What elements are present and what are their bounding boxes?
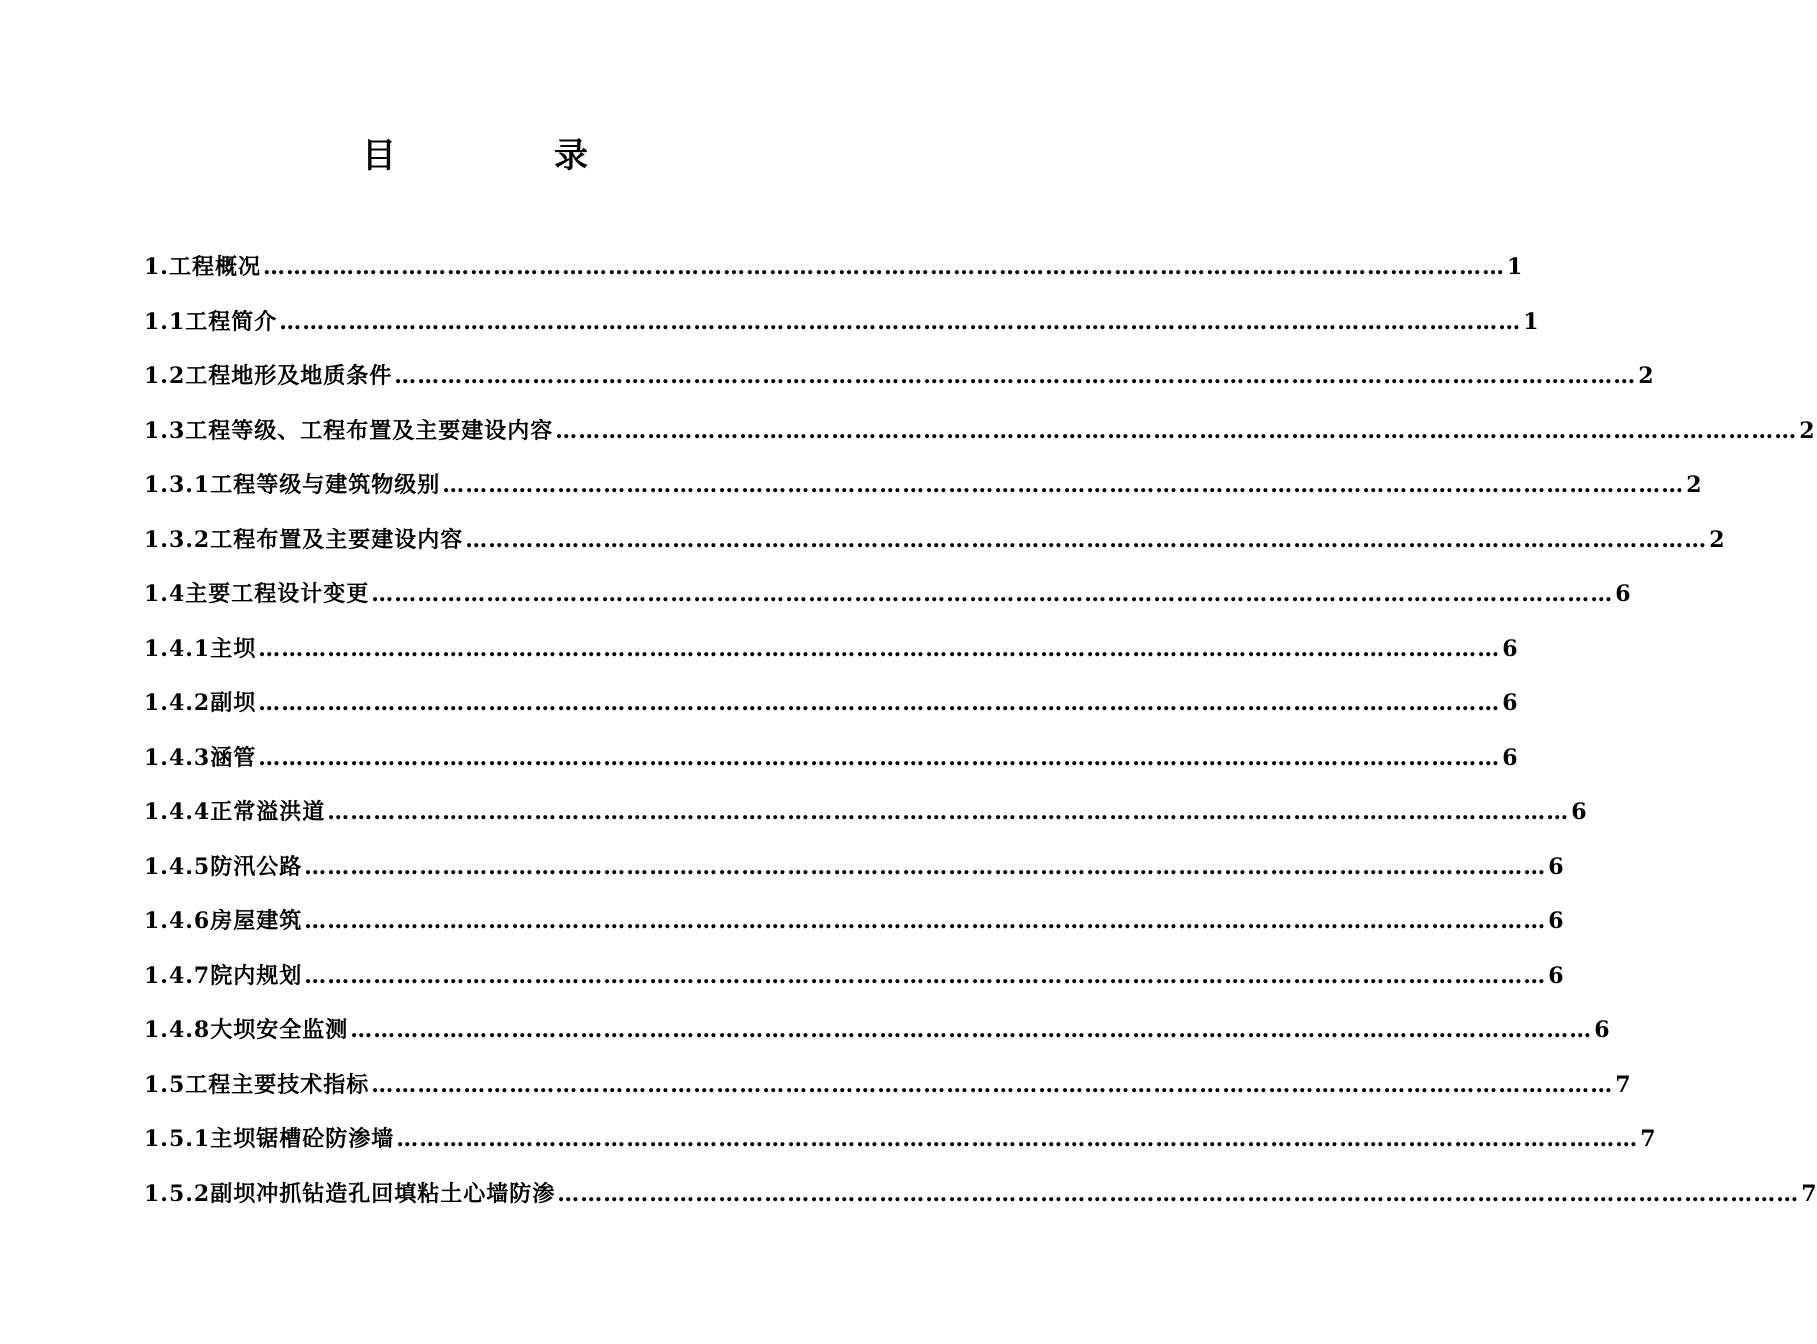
toc-entry-label: 1.4.5防汛公路 — [144, 853, 303, 880]
toc-entry[interactable] — [144, 295, 1539, 350]
toc-title: 目 录 — [362, 136, 650, 176]
toc-entry-label: 1.5工程主要技术指标 — [144, 1071, 370, 1098]
toc-entry[interactable] — [144, 1167, 1817, 1222]
toc-entry-label: 1.2工程地形及地质条件 — [144, 363, 393, 389]
toc-entry[interactable] — [144, 1112, 1656, 1167]
toc-dot-leader: ……………………………………………………………………………………………………………………………………………… — [396, 1126, 1639, 1152]
toc-page-number: 7 — [1615, 1071, 1631, 1098]
toc-page-number: 2 — [1638, 363, 1654, 389]
toc-entry[interactable] — [144, 840, 1564, 895]
toc-entry-label: 1.工程概况 — [144, 254, 261, 280]
toc-dot-leader: ……………………………………………………………………………………………………………………………………………… — [465, 526, 1708, 553]
toc-entry-label: 1.1工程简介 — [144, 308, 278, 335]
toc-page-number: 2 — [1709, 526, 1725, 553]
toc-page-number: 1 — [1506, 254, 1523, 280]
toc-entry-label: 1.4.3涵管 — [144, 744, 257, 771]
toc-dot-leader: ……………………………………………………………………………………………………………………………………………… — [279, 308, 1522, 335]
toc-entry[interactable] — [144, 894, 1564, 949]
toc-page-number: 2 — [1686, 472, 1702, 498]
toc-entry-label: 1.4主要工程设计变更 — [144, 581, 370, 607]
toc-dot-leader: ……………………………………………………………………………………………………………………………………………… — [262, 254, 1505, 280]
toc-entry-label: 1.4.6房屋建筑 — [144, 908, 303, 934]
toc-entry[interactable] — [144, 949, 1564, 1004]
toc-entry-label: 1.4.1主坝 — [144, 635, 257, 662]
toc-entry-label: 1.4.4正常溢洪道 — [144, 799, 326, 825]
toc-page-number: 6 — [1502, 635, 1518, 662]
toc-dot-leader: ……………………………………………………………………………………………………………………………………………… — [394, 363, 1637, 389]
toc-entry-label: 1.4.2副坝 — [144, 690, 257, 716]
toc-dot-leader: ……………………………………………………………………………………………………………………………………………… — [442, 472, 1685, 498]
toc-dot-leader: ……………………………………………………………………………………………………………………………………………… — [304, 962, 1547, 989]
toc-entry[interactable] — [144, 404, 1815, 459]
toc-entry-label: 1.5.1主坝锯槽砼防渗墙 — [144, 1126, 395, 1152]
toc-entry[interactable] — [144, 1058, 1631, 1113]
toc-entry-label: 1.3.2工程布置及主要建设内容 — [144, 526, 464, 553]
toc-page-number: 7 — [1640, 1126, 1656, 1152]
toc-list — [144, 240, 1817, 1221]
toc-entry[interactable] — [144, 458, 1702, 513]
toc-entry-label: 1.4.7院内规划 — [144, 962, 303, 989]
toc-dot-leader: ……………………………………………………………………………………………………………………………………………… — [258, 635, 1501, 662]
toc-dot-leader: ……………………………………………………………………………………………………………………………………………… — [350, 1017, 1593, 1043]
toc-dot-leader: ……………………………………………………………………………………………………………………………………………… — [304, 853, 1547, 880]
toc-dot-leader: ……………………………………………………………………………………………………………………………………………… — [371, 581, 1614, 607]
toc-page-number: 6 — [1502, 744, 1518, 771]
toc-entry[interactable] — [144, 785, 1587, 840]
toc-page-number: 6 — [1548, 908, 1564, 934]
toc-entry[interactable] — [144, 1003, 1610, 1058]
toc-dot-leader: ……………………………………………………………………………………………………………………………………………… — [327, 799, 1570, 825]
toc-dot-leader: ……………………………………………………………………………………………………………………………………………… — [304, 908, 1547, 934]
toc-dot-leader: ……………………………………………………………………………………………………………………………………………… — [557, 1180, 1800, 1207]
toc-dot-leader: ……………………………………………………………………………………………………………………………………………… — [258, 744, 1501, 771]
toc-page-number: 6 — [1594, 1017, 1610, 1043]
toc-entry[interactable] — [144, 567, 1631, 622]
toc-entry[interactable] — [144, 240, 1523, 295]
toc-page-number: 7 — [1801, 1180, 1817, 1207]
toc-entry-label: 1.5.2副坝冲抓钻造孔回填粘土心墙防渗 — [144, 1180, 556, 1207]
toc-entry-label: 1.3.1工程等级与建筑物级别 — [144, 472, 441, 498]
toc-page-number: 1 — [1523, 308, 1539, 335]
toc-dot-leader: ……………………………………………………………………………………………………………………………………………… — [555, 417, 1798, 444]
toc-entry[interactable] — [144, 622, 1518, 677]
toc-entry[interactable] — [144, 513, 1725, 568]
toc-page-number: 6 — [1502, 690, 1518, 716]
toc-entry-label: 1.4.8大坝安全监测 — [144, 1017, 349, 1043]
toc-entry-label: 1.3工程等级、工程布置及主要建设内容 — [144, 417, 554, 444]
toc-entry[interactable] — [144, 349, 1654, 404]
toc-page-number: 6 — [1571, 799, 1587, 825]
toc-page-number: 6 — [1615, 581, 1631, 607]
toc-entry[interactable] — [144, 676, 1518, 731]
toc-dot-leader: ……………………………………………………………………………………………………………………………………………… — [258, 690, 1501, 716]
toc-page-number: 6 — [1548, 962, 1564, 989]
toc-entry[interactable] — [144, 731, 1518, 786]
toc-page-number: 6 — [1548, 853, 1564, 880]
toc-dot-leader: ……………………………………………………………………………………………………………………………………………… — [371, 1071, 1614, 1098]
toc-page-number: 2 — [1799, 417, 1815, 444]
